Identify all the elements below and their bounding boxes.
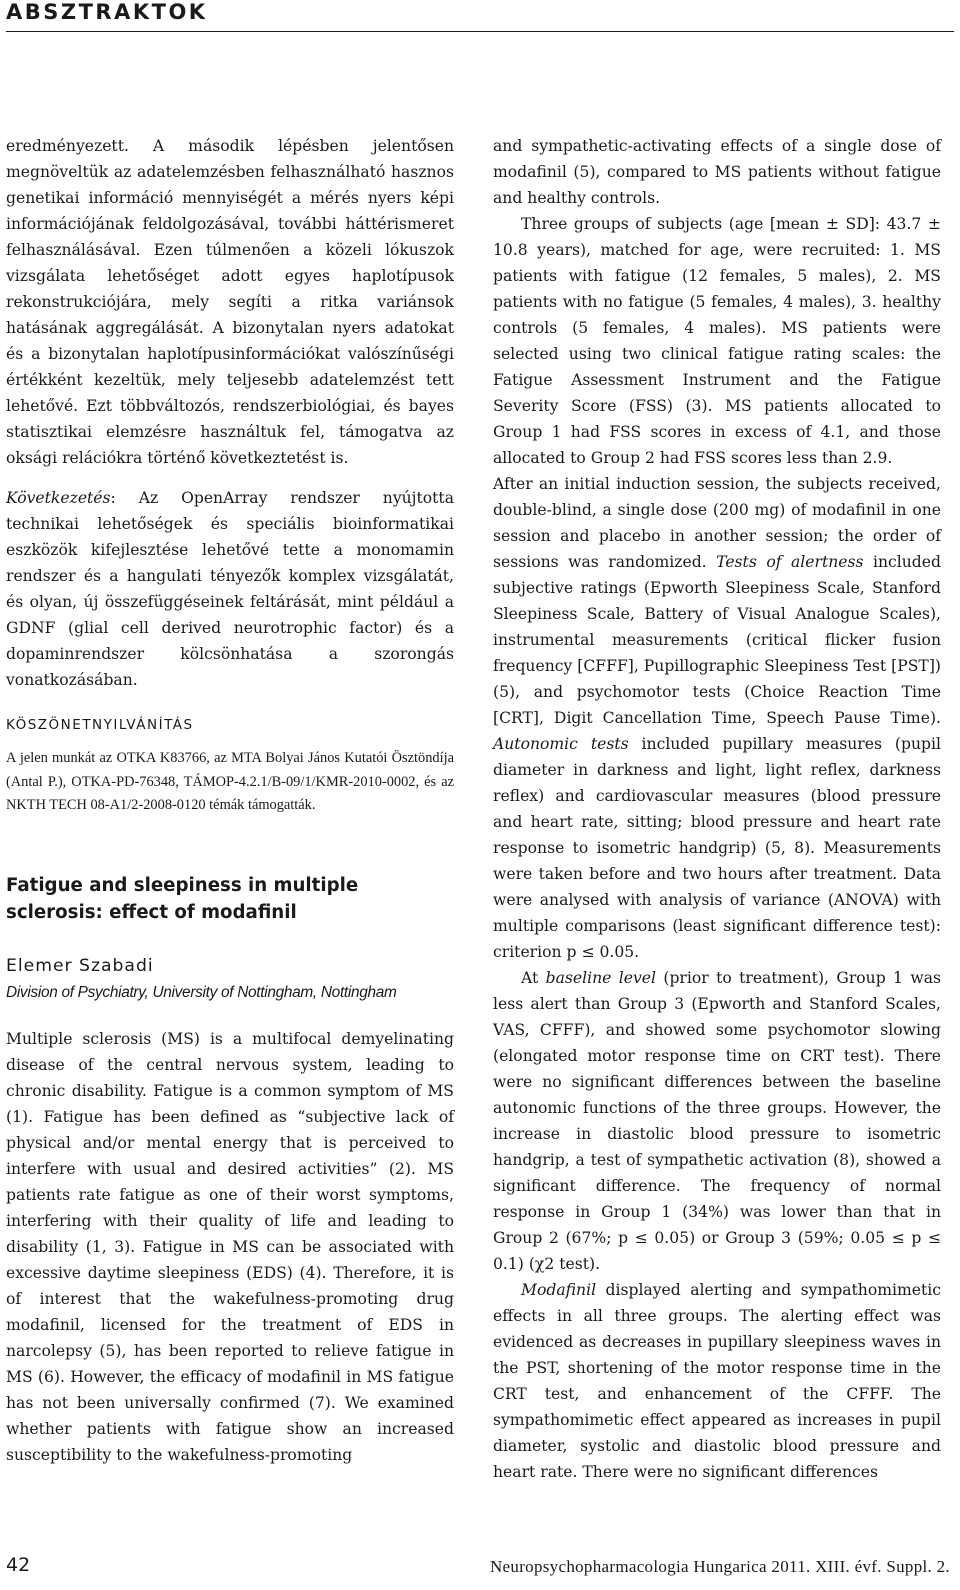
methods-text-c: included pupillary measures (pupil diameter in darkness and light, light reflex, darkness reflex) and cardiovascular measures (blood pressure and heart rate, sitting; blood pressure and heart rate response to isometric handgrip) (5, 8). Measurements were taken before and two hours after treatment. Data were analysed with analysis of variance (ANOVA) with multiple comparisons (least significant difference test): criterion p ≤ 0.05. [493,735,941,961]
author-affiliation: Division of Psychiatry, University of Nottingham, Nottingham [6,983,397,1001]
modafinil-label: Modafinil [521,1281,597,1299]
journal-citation: Neuropsychopharmacologia Hungarica 2011. XIII. évf. Suppl. 2. [489,1557,950,1576]
right-paragraph-modafinil [493,1277,941,1485]
section-title: ABSZTRAKTOK [6,0,208,24]
article-title: Fatigue and sleepiness in multiple sclerosis: effect of modafinil [6,874,359,923]
left-paragraph-1: eredményezett. A második lépésben jelentősen megnöveltük az adatelemzésben felhasználható hasznos genetikai információ mennyiségét a mérés nyers képi információjának feldolgozásával, további háttérismeret felhasználásával. Ezen túlmenően a közeli lókuszok vizsgálata lehetőséget adott egyes haplotípusok rekonstrukciójára, mely segíti a ritka variánsok hatásának aggregálását. A bizonytalan nyers adatokat és a bizonytalan haplotípusinformációkat valószínűségi értékként kezeltük, mely teljesebb adatelemzést tett lehetővé. Ezt többváltozós, rendszerbiológiai, és bayes statisztikai elemzésre használtuk fel, támogatva az oksági relációkra történő következtetést is. [6,137,454,467]
header-rule [6,31,954,32]
methods-text-b: included subjective ratings (Epworth Sleepiness Scale, Stanford Sleepiness Scale, Battery of Visual Analogue Scales), instrumental measurements (critical flicker fusion frequency [CFFF], Pupillographic Sleepiness Test [PST]) (5), and psychomotor tests (Choice Reaction Time [CRT], Digit Cancellation Time, Speech Pause Time). [493,553,942,727]
tests-of-alertness-label: Tests of alertness [716,553,864,571]
conclusion-paragraph [6,485,454,693]
right-paragraph-methods [493,471,941,965]
right-paragraph-1: and sympathetic-activating effects of a single dose of modafinil (5), compared to MS patients without fatigue and healthy controls. [493,137,941,207]
baseline-text-b: (prior to treatment), Group 1 was less alert than Group 3 (Epworth and Stanford Scales, VAS, CFFF), and showed some psychomotor slowing (elongated motor response time on CRT test). There were no significant differences between the baseline autonomic functions of the three groups. However, the increase in diastolic blood pressure to isometric handgrip, a test of sympathetic activation (8), showed a significant difference. The frequency of normal response in Group 1 (34%) was lower than that in Group 2 (67%; p ≤ 0.05) or Group 3 (59%; 0.05 ≤ p ≤ 0.1) (χ2 test). [493,969,941,1273]
modafinil-text: displayed alerting and sympathomimetic effects in all three groups. The alerting effect was evidenced as decreases in pupillary sleepiness waves in the PST, shortening of the motor response time in the CRT test, and enhancement of the CFFF. The sympathomimetic effect appeared as increases in pupil diameter, systolic and diastolic blood pressure and heart rate. There were no significant differences [493,1281,941,1481]
page-number: 42 [6,1554,31,1576]
baseline-level-label: baseline level [545,969,656,987]
baseline-text-a: At [521,969,546,987]
conclusion-text: : Az OpenArray rendszer nyújtotta technikai lehetőségek és speciális bioinformatikai eszközök kifejlesztése lehetővé tette a monomamin rendszer és a hangulati tényezők komplex vizsgálatát, és olyan, új összefüggéseinek feltárását, mint például a GDNF (glial cell derived neurotrophic factor) és a dopaminrendszer kölcsönhatása a szorongás vonatkozásában. [6,489,454,689]
acknowledgement-heading: KÖSZÖNETNYILVÁNÍTÁS [6,717,194,733]
methods-text-a: After an initial induction session, the subjects received, double-blind, a single dose (200 mg) of modafinil in one session and placebo in another session; the order of sessions was randomized. [493,475,941,571]
acknowledgement-text: A jelen munkát az OTKA K83766, az MTA Bolyai János Kutatói Ösztöndíja (Antal P.), OTKA-PD-76348, TÁMOP-4.2.1/B-09/1/KMR-2010-0002, és az NKTH TECH 08-A1/2-2008-0120 témák támogatták. [6,750,454,813]
right-paragraph-subjects: Three groups of subjects (age [mean ± SD]: 43.7 ± 10.8 years), matched for age, were recruited: 1. MS patients with fatigue (12 females, 5 males), 2. MS patients with no fatigue (5 females, 4 males), 3. healthy controls (5 females, 4 males). MS patients were selected using two clinical fatigue rating scales: the Fatigue Assessment Instrument and the Fatigue Severity Score (FSS) (3). MS patients allocated to Group 1 had FSS scores in excess of 4.1, and those allocated to Group 2 had FSS scores less than 2.9. [493,215,941,467]
autonomic-tests-label: Autonomic tests [493,735,629,753]
right-column [493,133,941,1485]
right-paragraph-baseline [493,965,941,1277]
article-author: Elemer Szabadi [6,955,154,976]
abstract-paragraph: Multiple sclerosis (MS) is a multifocal demyelinating disease of the central nervous system, leading to chronic disability. Fatigue is a common symptom of MS (1). Fatigue has been defined as “subjective lack of physical and/or mental energy that is perceived to interfere with usual and desired activities” (2). MS patients rate fatigue as one of their worst symptoms, interfering with their quality of life and leading to disability (1, 3). Fatigue in MS can be associated with excessive daytime sleepiness (EDS) (4). Therefore, it is of interest that the wakefulness-promoting drug modafinil, licensed for the treatment of EDS in narcolepsy (5), has been reported to relieve fatigue in MS (6). However, the efficacy of modafinil in MS fatigue has not been universally confirmed (7). We examined whether patients with fatigue show an increased susceptibility to the wakefulness-promoting [6,1029,454,1464]
conclusion-label: Következetés [6,489,111,507]
left-column [6,133,454,1468]
